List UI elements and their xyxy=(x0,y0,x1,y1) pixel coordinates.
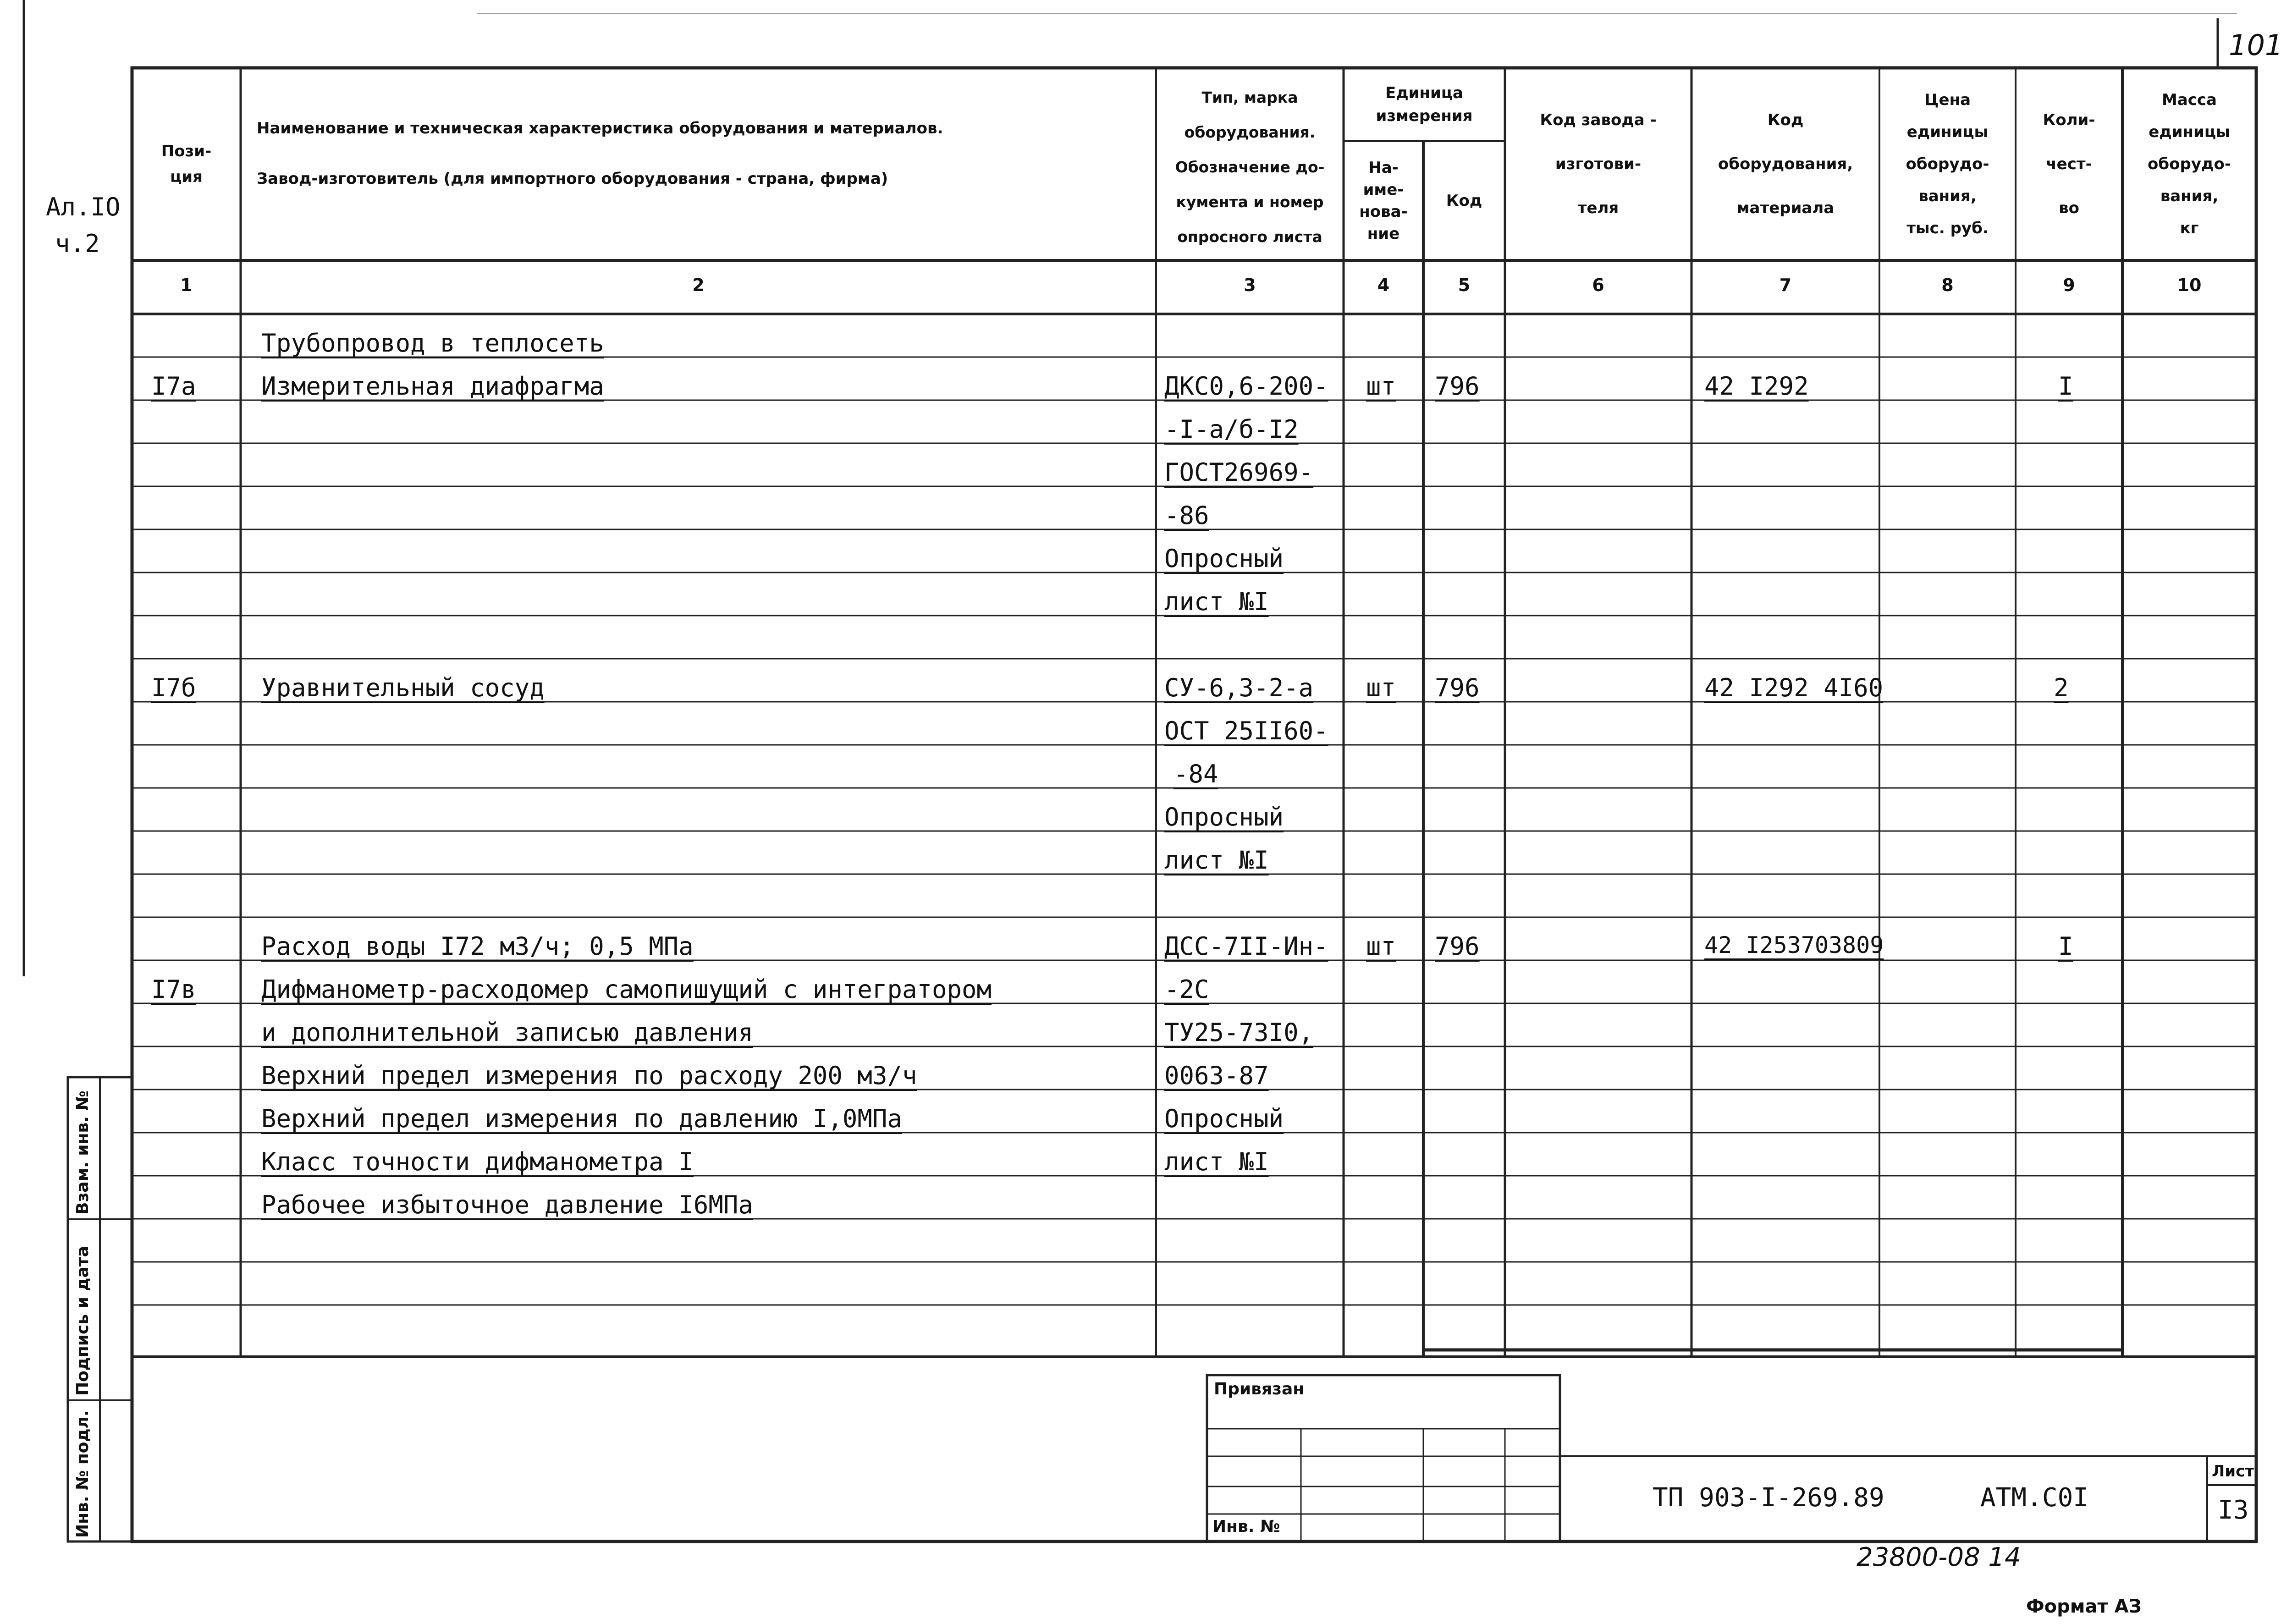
row-19-type: лист №I xyxy=(1164,1147,1269,1176)
col-number-4: 4 xyxy=(1377,275,1390,295)
header-name-line1: Наименование и техническая характеристика оборудования и материалов. xyxy=(257,119,943,138)
stamp-doc-code: ТП 903-I-269.89 xyxy=(1653,1483,1884,1513)
stamp-sheet-no: I3 xyxy=(2218,1495,2249,1525)
row-1-position: I7а xyxy=(151,372,196,401)
sheet-ref: 101 xyxy=(2229,28,2283,62)
row-14-quantity: I xyxy=(2058,932,2073,961)
row-8-quantity: 2 xyxy=(2054,673,2069,702)
format-label: Формат АЗ xyxy=(2026,1596,2142,1617)
row-8-type: СУ-6,3-2-а xyxy=(1164,673,1314,702)
row-8-equipment-code: 42 I292 4I60 xyxy=(1704,673,1884,702)
header-quantity: Коли- чест- во xyxy=(2043,111,2095,217)
row-19-name: Класс точности дифманометра I xyxy=(261,1147,694,1176)
side-label-podpis: Подпись и дата xyxy=(73,1246,92,1396)
header-equipment-code: Код оборудования, материала xyxy=(1718,111,1853,217)
row-18-type: Опросный xyxy=(1164,1104,1284,1133)
row-16-type: ТУ25-73I0, xyxy=(1164,1018,1314,1047)
side-label-vzam: Взам. инв. № xyxy=(73,1090,92,1215)
col-number-8: 8 xyxy=(1941,275,1954,295)
row-14-name: Расход воды I72 м3/ч; 0,5 МПа xyxy=(261,932,694,961)
col-number-6: 6 xyxy=(1592,275,1604,295)
stamp-sheet-label: Лист xyxy=(2212,1462,2254,1481)
left-note-line2: ч.2 xyxy=(55,229,100,258)
row-15-position: I7в xyxy=(151,975,196,1004)
header-unit: Единица измерения xyxy=(1376,84,1473,125)
left-note-line1: Ал.IO xyxy=(46,193,121,221)
row-12-type: лист №I xyxy=(1164,846,1269,875)
header-mass: Масса единицы оборудо- вания, кг xyxy=(2148,91,2231,237)
row-0-name: Трубопровод в теплосеть xyxy=(261,329,604,358)
row-4-type: -86 xyxy=(1164,501,1209,530)
row-14-unit: шт xyxy=(1366,932,1396,961)
row-14-type: ДСС-7II-Ин- xyxy=(1164,932,1328,961)
row-1-unit: шт xyxy=(1366,372,1396,401)
row-14-code: 796 xyxy=(1435,932,1480,961)
row-16-name: и дополнительной записью давления xyxy=(261,1018,753,1047)
row-15-type: -2С xyxy=(1164,975,1209,1004)
row-1-name: Измерительная диафрагма xyxy=(261,372,604,401)
header-manufacturer-code: Код завода - изготови- теля xyxy=(1540,111,1657,217)
row-9-type: ОСТ 25II60- xyxy=(1164,716,1328,745)
col-number-2: 2 xyxy=(692,275,705,295)
col-number-5: 5 xyxy=(1458,275,1471,295)
bottom-handwritten-number: 23800-08 14 xyxy=(1857,1542,2021,1572)
col-number-1: 1 xyxy=(180,275,193,295)
header-name-line2: Завод-изготовитель (для импортного оборудования - страна, фирма) xyxy=(257,170,888,188)
row-8-code: 796 xyxy=(1435,673,1480,702)
header-unit-name: На- име- нова- ние xyxy=(1359,159,1408,243)
col-number-3: 3 xyxy=(1244,275,1256,295)
col-number-10: 10 xyxy=(2177,275,2202,295)
row-5-type: Опросный xyxy=(1164,544,1284,573)
header-price: Цена единицы оборудо- вания, тыс. руб. xyxy=(1906,91,1989,237)
row-15-name: Дифманометр-расходомер самопишущий с интегратором xyxy=(261,975,992,1004)
row-8-name: Уравнительный сосуд xyxy=(261,673,545,702)
row-1-code: 796 xyxy=(1435,372,1480,401)
row-1-quantity: I xyxy=(2058,372,2073,401)
stamp-inv-no: Инв. № xyxy=(1212,1517,1280,1536)
side-label-inv-podl: Инв. № подл. xyxy=(73,1410,92,1538)
col-number-9: 9 xyxy=(2063,275,2075,295)
stamp-attached: Привязан xyxy=(1214,1380,1305,1398)
row-2-type: -I-а/б-I2 xyxy=(1164,415,1299,444)
row-8-position: I7б xyxy=(151,673,196,702)
row-11-type: Опросный xyxy=(1164,803,1284,831)
stamp-doc-mark: АТМ.С0I xyxy=(1980,1483,2089,1513)
row-14-equipment-code: 42 I253703809 xyxy=(1704,932,1884,958)
row-3-type: ГОСТ26969- xyxy=(1164,458,1314,487)
header-type: Тип, марка оборудования. Обозначение до- кумента и номер опросного листа xyxy=(1175,88,1325,246)
row-18-name: Верхний предел измерения по давлению I,0МПа xyxy=(261,1104,902,1133)
row-17-name: Верхний предел измерения по расходу 200 м3/ч xyxy=(261,1061,917,1090)
row-1-type: ДКС0,6-200- xyxy=(1164,372,1328,401)
row-10-type: -84 xyxy=(1174,760,1218,788)
header-position: Пози- ция xyxy=(161,142,212,186)
row-6-type: лист №I xyxy=(1164,587,1269,616)
row-8-unit: шт xyxy=(1366,673,1396,702)
col-number-7: 7 xyxy=(1779,275,1792,295)
header-unit-code: Код xyxy=(1446,192,1482,210)
row-1-equipment-code: 42 I292 xyxy=(1704,372,1809,401)
row-20-name: Рабочее избыточное давление I6МПа xyxy=(261,1190,753,1219)
row-17-type: 0063-87 xyxy=(1164,1061,1269,1090)
